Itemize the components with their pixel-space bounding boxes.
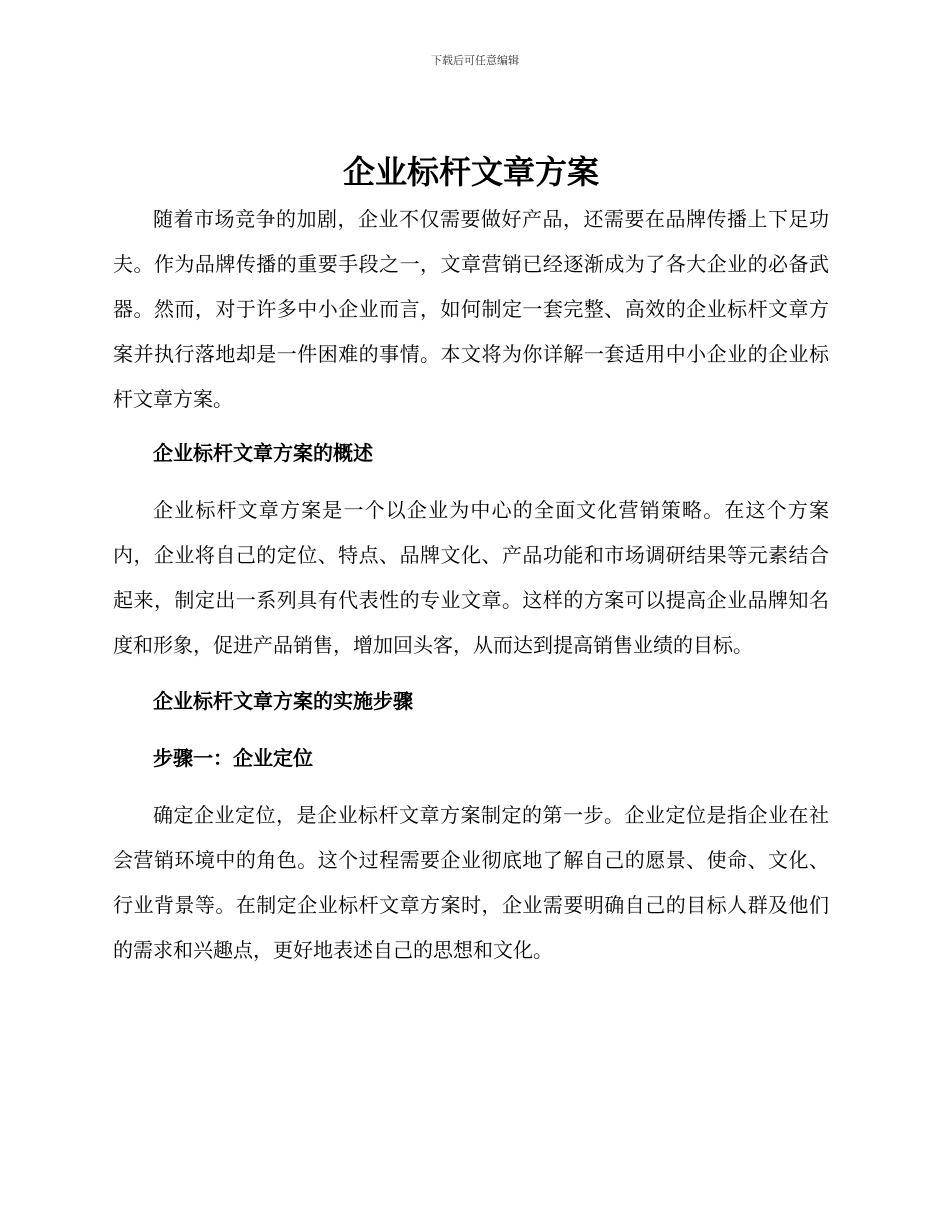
steps-heading: 企业标杆文章方案的实施步骤 [153, 689, 413, 713]
document-body [113, 150, 829, 973]
intro-paragraph: 随着市场竞争的加剧，企业不仅需要做好产品，还需要在品牌传播上下足功夫。作为品牌传播的重要手段之一，文章营销已经逐渐成为了各大企业的必备武器。然而，对于许多中小企业而言，如何制定一套完整、高效的企业标杆文章方案并执行落地却是一件困难的事情。本文将为你详解一套适用中小企业的企业标杆文章方案。 [113, 207, 829, 411]
page-header-note: 下载后可任意编辑 [431, 54, 519, 67]
step1-paragraph: 确定企业定位，是企业标杆文章方案制定的第一步。企业定位是指企业在社会营销环境中的角色。这个过程需要企业彻底地了解自己的愿景、使命、文化、行业背景等。在制定企业标杆文章方案时，企业需要明确自己的目标人群及他们的需求和兴趣点，更好地表述自己的思想和文化。 [113, 803, 829, 962]
step1-heading: 步骤一：企业定位 [153, 746, 313, 770]
overview-paragraph: 企业标杆文章方案是一个以企业为中心的全面文化营销策略。在这个方案内，企业将自己的定位、特点、品牌文化、产品功能和市场调研结果等元素结合起来，制定出一系列具有代表性的专业文章。这样的方案可以提高企业品牌知名度和形象，促进产品销售，增加回头客，从而达到提高销售业绩的目标。 [113, 498, 829, 657]
overview-heading: 企业标杆文章方案的概述 [153, 441, 373, 465]
document-title: 企业标杆文章方案 [342, 153, 599, 191]
